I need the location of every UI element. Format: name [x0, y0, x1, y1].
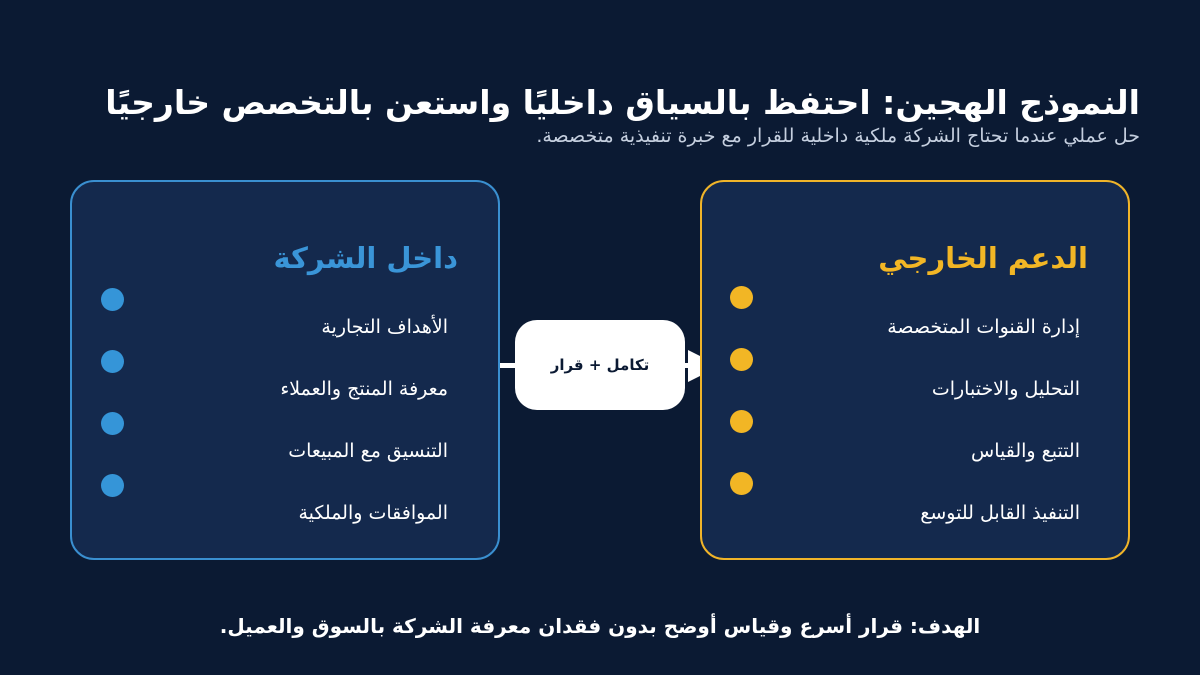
inside-item-sales-coordination: التنسيق مع المبيعات	[288, 440, 448, 462]
external-item-tracking-measurement: التتبع والقياس	[971, 440, 1080, 462]
inside-item-business-goals: الأهداف التجارية	[321, 316, 448, 338]
goal-statement: الهدف: قرار أسرع وقياس أوضح بدون فقدان معرفة الشركة بالسوق والعميل.	[219, 614, 981, 638]
bullet-dot-icon	[730, 472, 753, 495]
external-item-scalable-execution: التنفيذ القابل للتوسع	[920, 502, 1080, 524]
bullet-dot-icon	[101, 474, 124, 497]
inside-company-panel	[70, 180, 500, 560]
page-title: النموذج الهجين: احتفظ بالسياق داخليًا واستعن بالتخصص خارجيًا	[105, 83, 1140, 122]
bullet-dot-icon	[730, 410, 753, 433]
inside-panel-heading: داخل الشركة	[273, 241, 458, 275]
page-subtitle: حل عملي عندما تحتاج الشركة ملكية داخلية للقرار مع خبرة تنفيذية متخصصة.	[536, 125, 1140, 147]
external-item-channel-management: إدارة القنوات المتخصصة	[887, 316, 1080, 338]
external-panel-heading: الدعم الخارجي	[878, 241, 1088, 275]
inside-item-product-knowledge: معرفة المنتج والعملاء	[280, 378, 448, 400]
inside-item-approvals-ownership: الموافقات والملكية	[298, 502, 448, 524]
bullet-dot-icon	[101, 288, 124, 311]
connector-label: تكامل + قرار	[515, 320, 685, 410]
bullet-dot-icon	[101, 412, 124, 435]
bullet-dot-icon	[730, 348, 753, 371]
external-support-panel	[700, 180, 1130, 560]
bullet-dot-icon	[730, 286, 753, 309]
external-item-analysis-testing: التحليل والاختبارات	[931, 378, 1080, 400]
bullet-dot-icon	[101, 350, 124, 373]
